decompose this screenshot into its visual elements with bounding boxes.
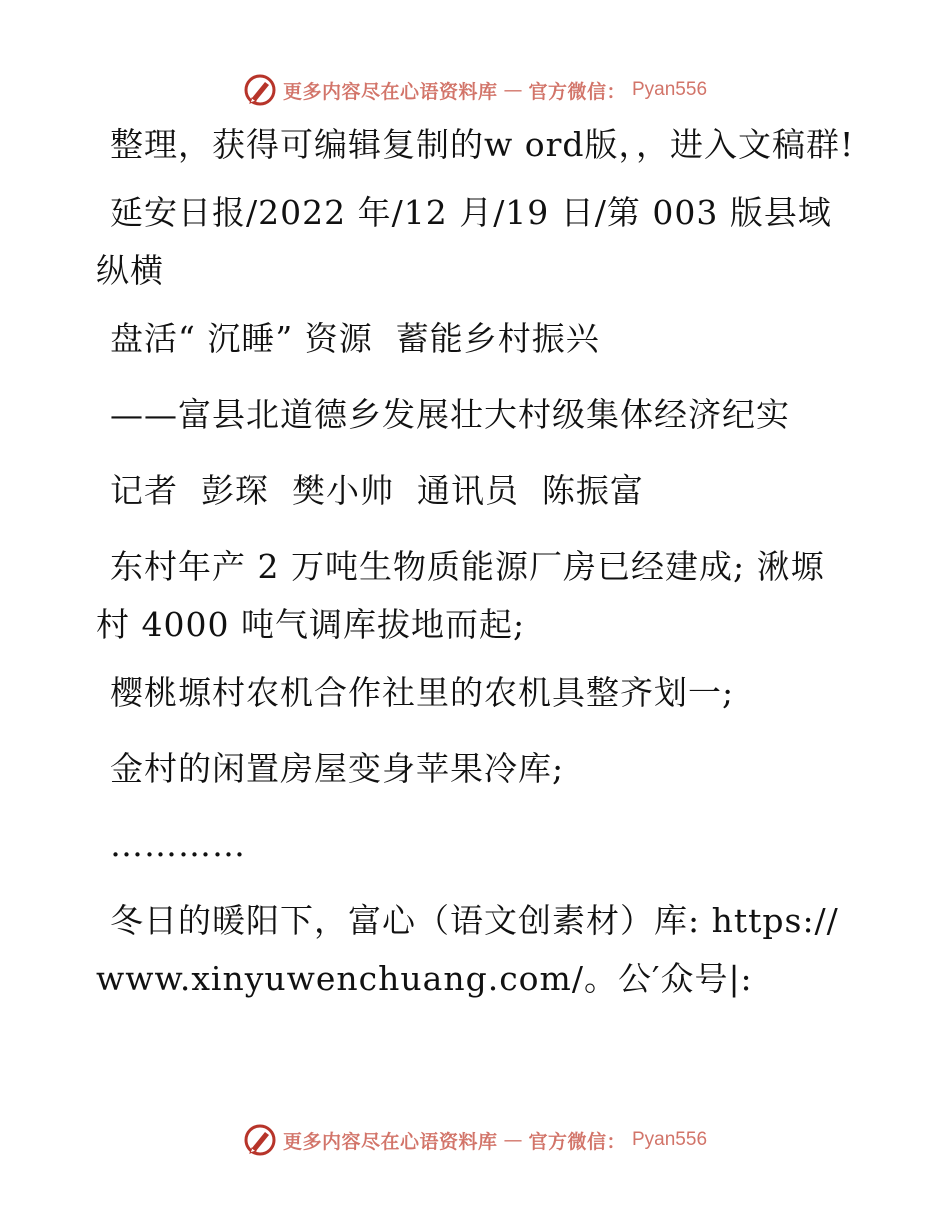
header-banner — [0, 70, 950, 110]
footer-banner — [0, 1120, 950, 1160]
header-banner-text: 更多内容尽在心语资料库 — [282, 80, 498, 103]
footer-banner-account-label: 官方微信： — [528, 1130, 626, 1153]
byline: 记者 彭琛 樊小帅 通讯员 陈振富 — [110, 471, 644, 510]
footer-banner-account-id: Pyan556 — [632, 1129, 708, 1150]
intro-paragraph: 整理，获得可编辑复制的w ord版，，进入文稿群! — [110, 125, 855, 164]
header-banner-account-id: Pyan556 — [632, 79, 708, 100]
header-banner-separator: — — [503, 79, 523, 101]
paragraph-jin-village: 金村的闲置房屋变身苹果冷库; — [110, 749, 565, 788]
pen-logo-icon — [243, 73, 277, 107]
pen-logo-icon — [243, 1123, 277, 1157]
document-body — [96, 116, 856, 1018]
paragraph-cherry-village: 樱桃塬村农机合作社里的农机具整齐划一; — [110, 673, 735, 712]
footer-banner-text: 更多内容尽在心语资料库 — [282, 1130, 498, 1153]
paragraph-east-village: 东村年产 2 万吨生物质能源厂房已经建成; 湫塬村 4000 吨气调库拔地而起; — [96, 547, 825, 644]
article-title: 盘活“ 沉睡” 资源 蓄能乡村振兴 — [110, 319, 600, 358]
ellipsis-line: ………… — [110, 825, 246, 864]
source-line: 延安日报/2022 年/12 月/19 日/第 003 版县域纵横 — [96, 193, 832, 290]
paragraph-winter-sun: 冬日的暖阳下，富心（语文创素材）库: https://www.xinyuwenchuang.com/。公′众号|: — [96, 901, 839, 998]
header-banner-account-label: 官方微信： — [528, 80, 626, 103]
footer-banner-separator: — — [503, 1129, 523, 1151]
article-subtitle: ——富县北道德乡发展壮大村级集体经济纪实 — [110, 395, 790, 434]
